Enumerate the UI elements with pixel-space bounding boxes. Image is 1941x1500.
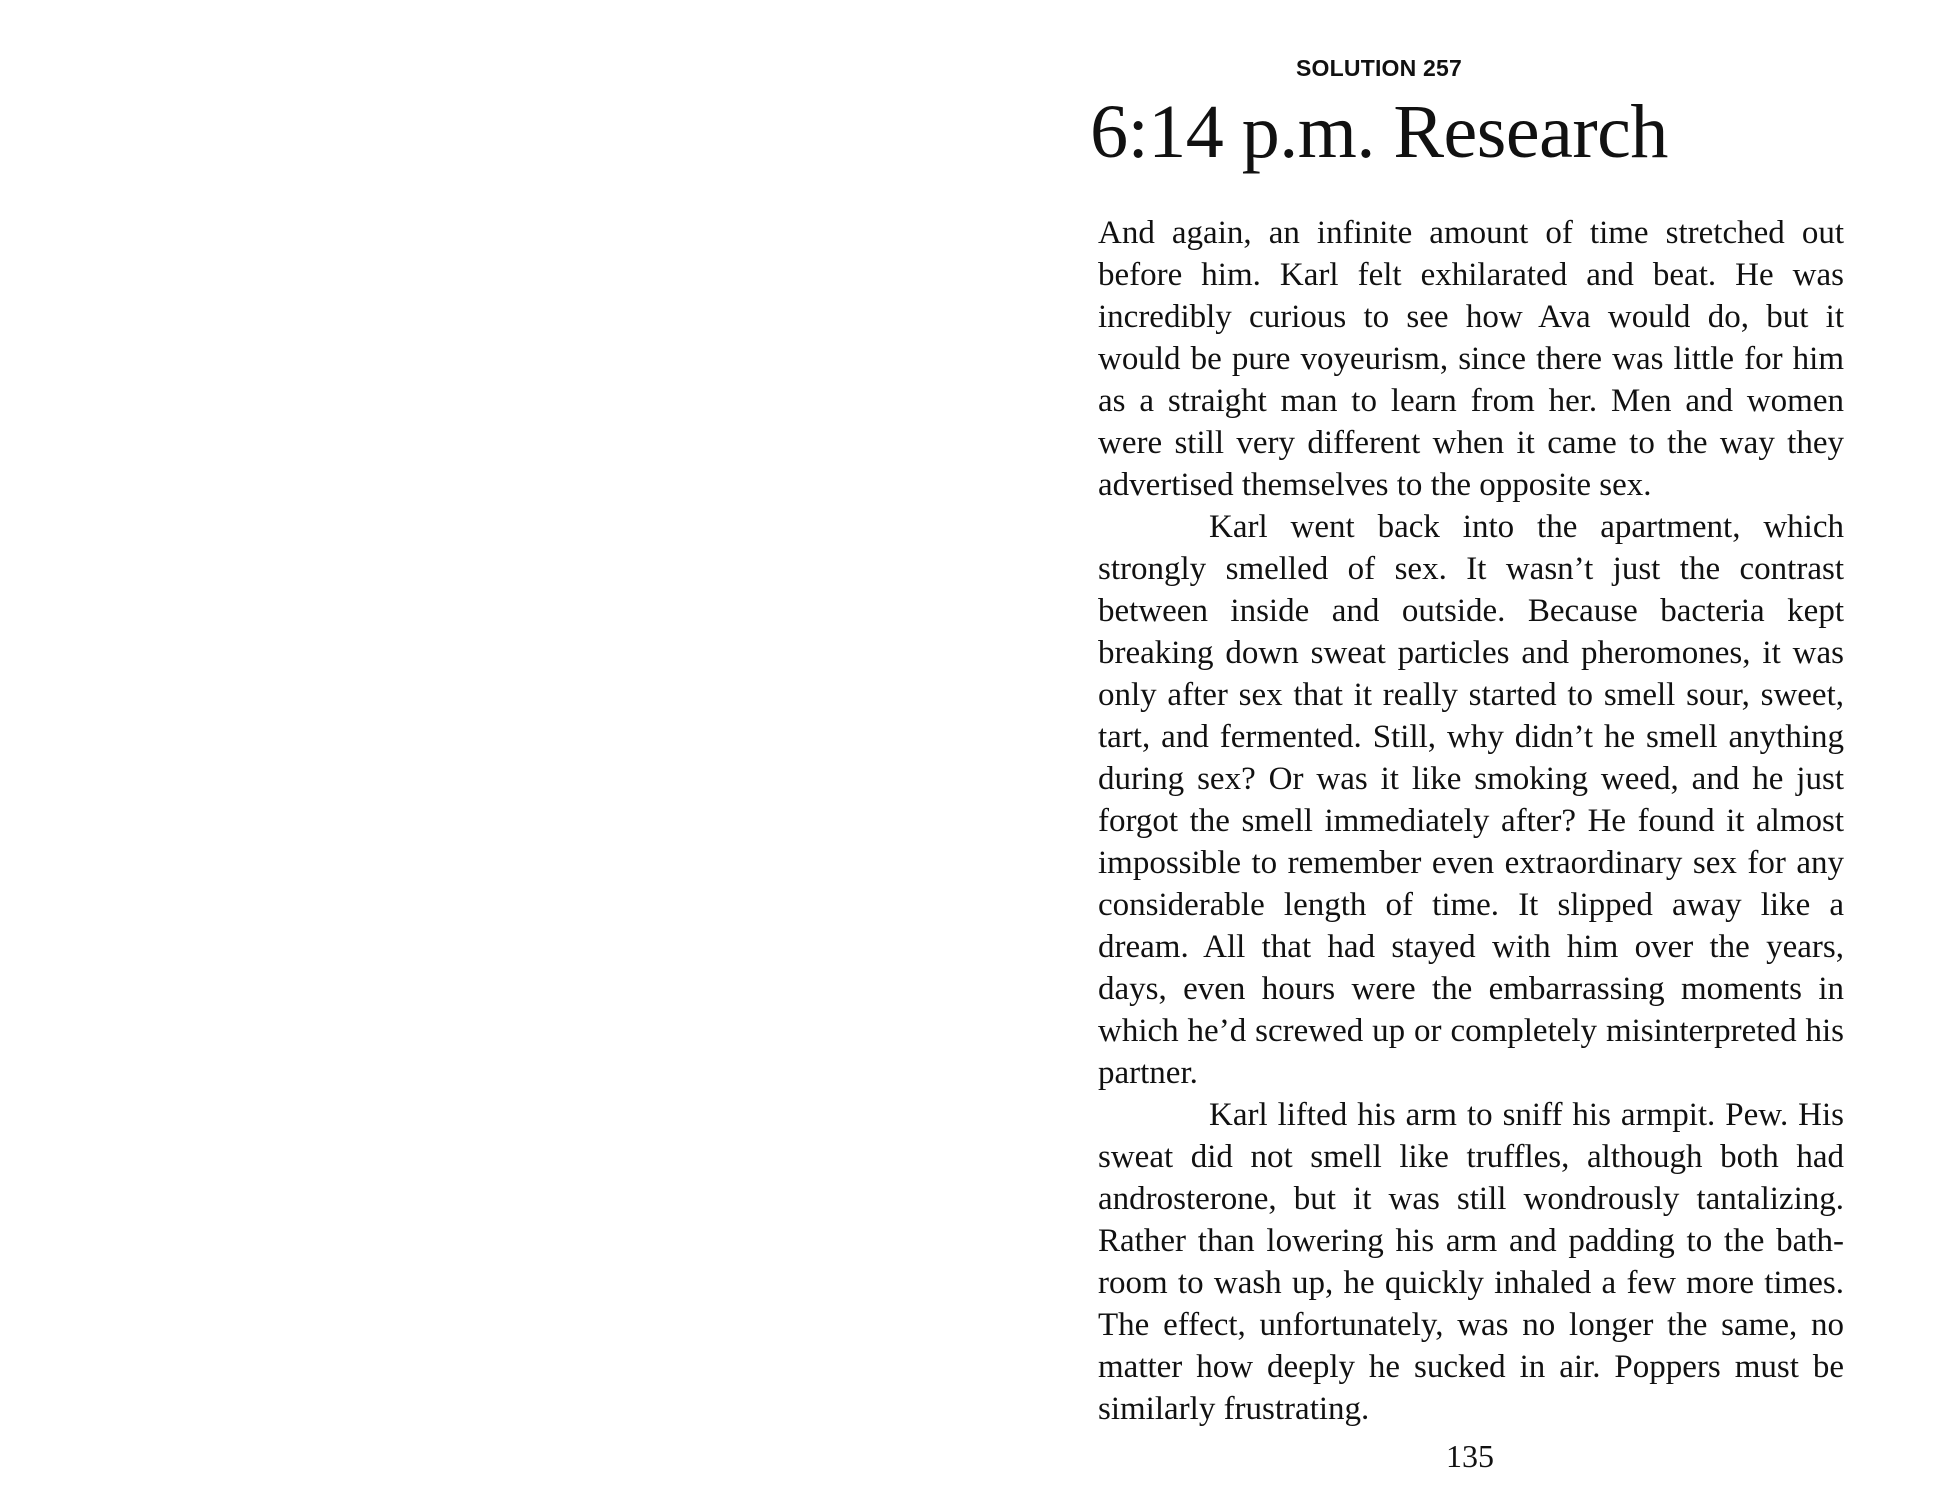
- paragraph-1: And again, an infinite amount of time stretched out before him. Karl felt exhilarated and beat. He was incredibly curious to see how Ava would do, but it would be pure voyeurism, since there was little for him as a straight man to learn from her. Men and women were still very different when it came to the way they advertised themselves to the opposite sex.: [1098, 215, 1844, 503]
- body-text: [1098, 212, 1844, 1430]
- paragraph-2: Karl went back into the apartment, which strongly smelled of sex. It wasn’t just the contrast between inside and outside. Because bacteria kept breaking down sweat particles and pheromones, it was only after sex that it really started to smell sour, sweet, tart, and fermented. Still, why didn’t he smell anything during sex? Or was it like smoking weed, and he just forgot the smell immediately after? He found it almost impossible to remember even extraordinary sex for any considerable length of time. It slipped away like a dream. All that had stayed with him over the years, days, even hours were the embarrassing moments in which he’d screwed up or completely misinterpreted his partner.: [1098, 509, 1844, 1091]
- page-number: 135: [1446, 1438, 1494, 1474]
- paragraph-3: Karl lifted his arm to sniff his armpit. Pew. His sweat did not smell like truffles, although both had androsterone, but it was still wondrously tantalizing. Rather than lowering his arm and padding to the bathroom to wash up, he quickly inhaled a few more times. The effect, unfortunately, was no longer the same, no matter how deeply he sucked in air. Poppers must be similarly frustrating.: [1098, 1097, 1844, 1427]
- blank-left-page: [0, 0, 970, 1500]
- chapter-label: SOLUTION 257: [1296, 55, 1462, 81]
- chapter-title: 6:14 p.m. Research: [1090, 90, 1668, 174]
